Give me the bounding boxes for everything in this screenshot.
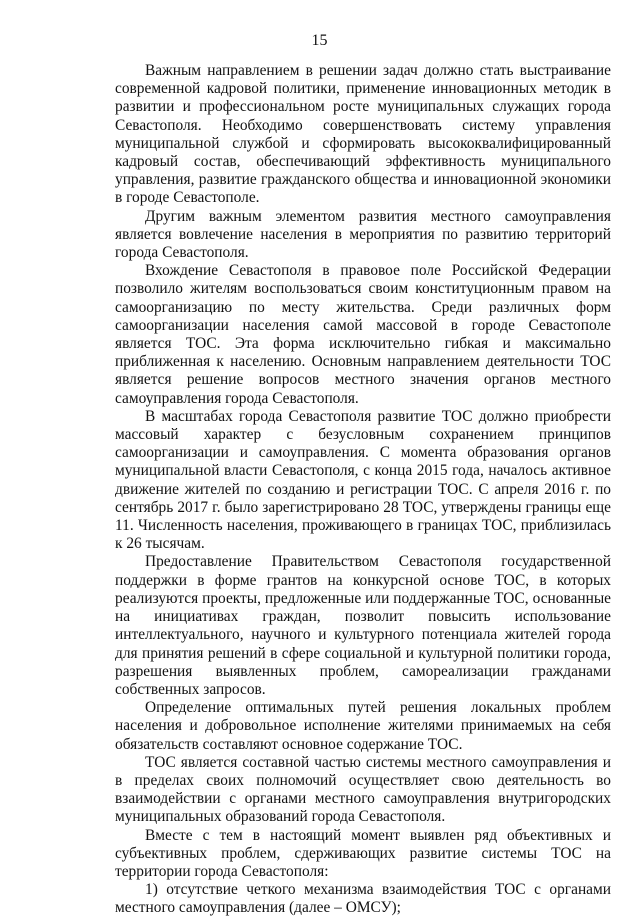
page-number: 15	[311, 32, 328, 49]
paragraph-tos-role: ТОС является составной частью системы местного самоуправления и в пределах своих полномочий осуществляет свою деятельность во взаимодействии с органами местного самоуправления внутригородских муниципальных образований города Севастополя.	[115, 753, 611, 826]
paragraph-staffing-policy: Важным направлением в решении задач должно стать выстраивание современной кадровой политики, применение инновационных методик в развитии и профессиональном росте муниципальных служащих города Севастополя. Необходимо совершенствовать систему управления муниципальной службой и сформировать высококвалифицированный кадровый состав, обеспечивающий эффективность муниципального управления, развитие гражданского общества и инновационной экономики в городе Севастополе.	[115, 62, 611, 207]
paragraph-population-involvement: Другим важным элементом развития местного самоуправления является вовлечение населения в мероприятия по развитию территорий города Севастополя.	[115, 207, 611, 262]
paragraph-state-support: Предоставление Правительством Севастополя государственной поддержки в форме грантов на конкурсной основе ТОС, в которых реализуются проекты, предложенные или поддержанные ТОС, основанные на инициативах граждан, позволит повысить использование интеллектуального, научного и культурного потенциала жителей города для принятия решений в сфере социальной и культурной политики города, разрешения выявленных проблем, самореализации гражданами собственных запросов.	[115, 553, 611, 698]
paragraph-tos-scale: В масштабах города Севастополя развитие ТОС должно приобрести массовый характер с безусловным сохранением принципов самоорганизации и самоуправления. С момента образования органов муниципальной власти Севастополя, с конца 2015 года, началось активное движение жителей по созданию и регистрации ТОС. С апреля 2016 г. по сентябрь 2017 г. было зарегистрировано 28 ТОС, утверждены границы еще 11. Численность населения, проживающего в границах ТОС, приблизилась к 26 тысячам.	[115, 407, 611, 553]
paragraph-problems-intro: Вместе с тем в настоящий момент выявлен ряд объективных и субъективных проблем, сдерживающих развитие системы ТОС на территории города Севастополя:	[115, 826, 611, 880]
document-body	[115, 62, 611, 918]
list-item-problem-1: 1) отсутствие четкого механизма взаимодействия ТОС с органами местного самоуправления (далее – ОМСУ);	[115, 881, 611, 917]
paragraph-tos-content: Определение оптимальных путей решения локальных проблем населения и добровольное исполнение жителями принимаемых на себя обязательств составляют основное содержание ТОС.	[115, 699, 611, 753]
paragraph-legal-field: Вхождение Севастополя в правовое поле Российской Федерации позволило жителям воспользоваться своим конституционным правом на самоорганизацию по месту жительства. Среди различных форм самоорганизации населения самой массовой в городе Севастополе является ТОС. Эта форма исключительно гибкая и максимально приближенная к населению. Основным направлением деятельности ТОС является решение вопросов местного значения органов местного самоуправления города Севастополя.	[115, 262, 611, 407]
